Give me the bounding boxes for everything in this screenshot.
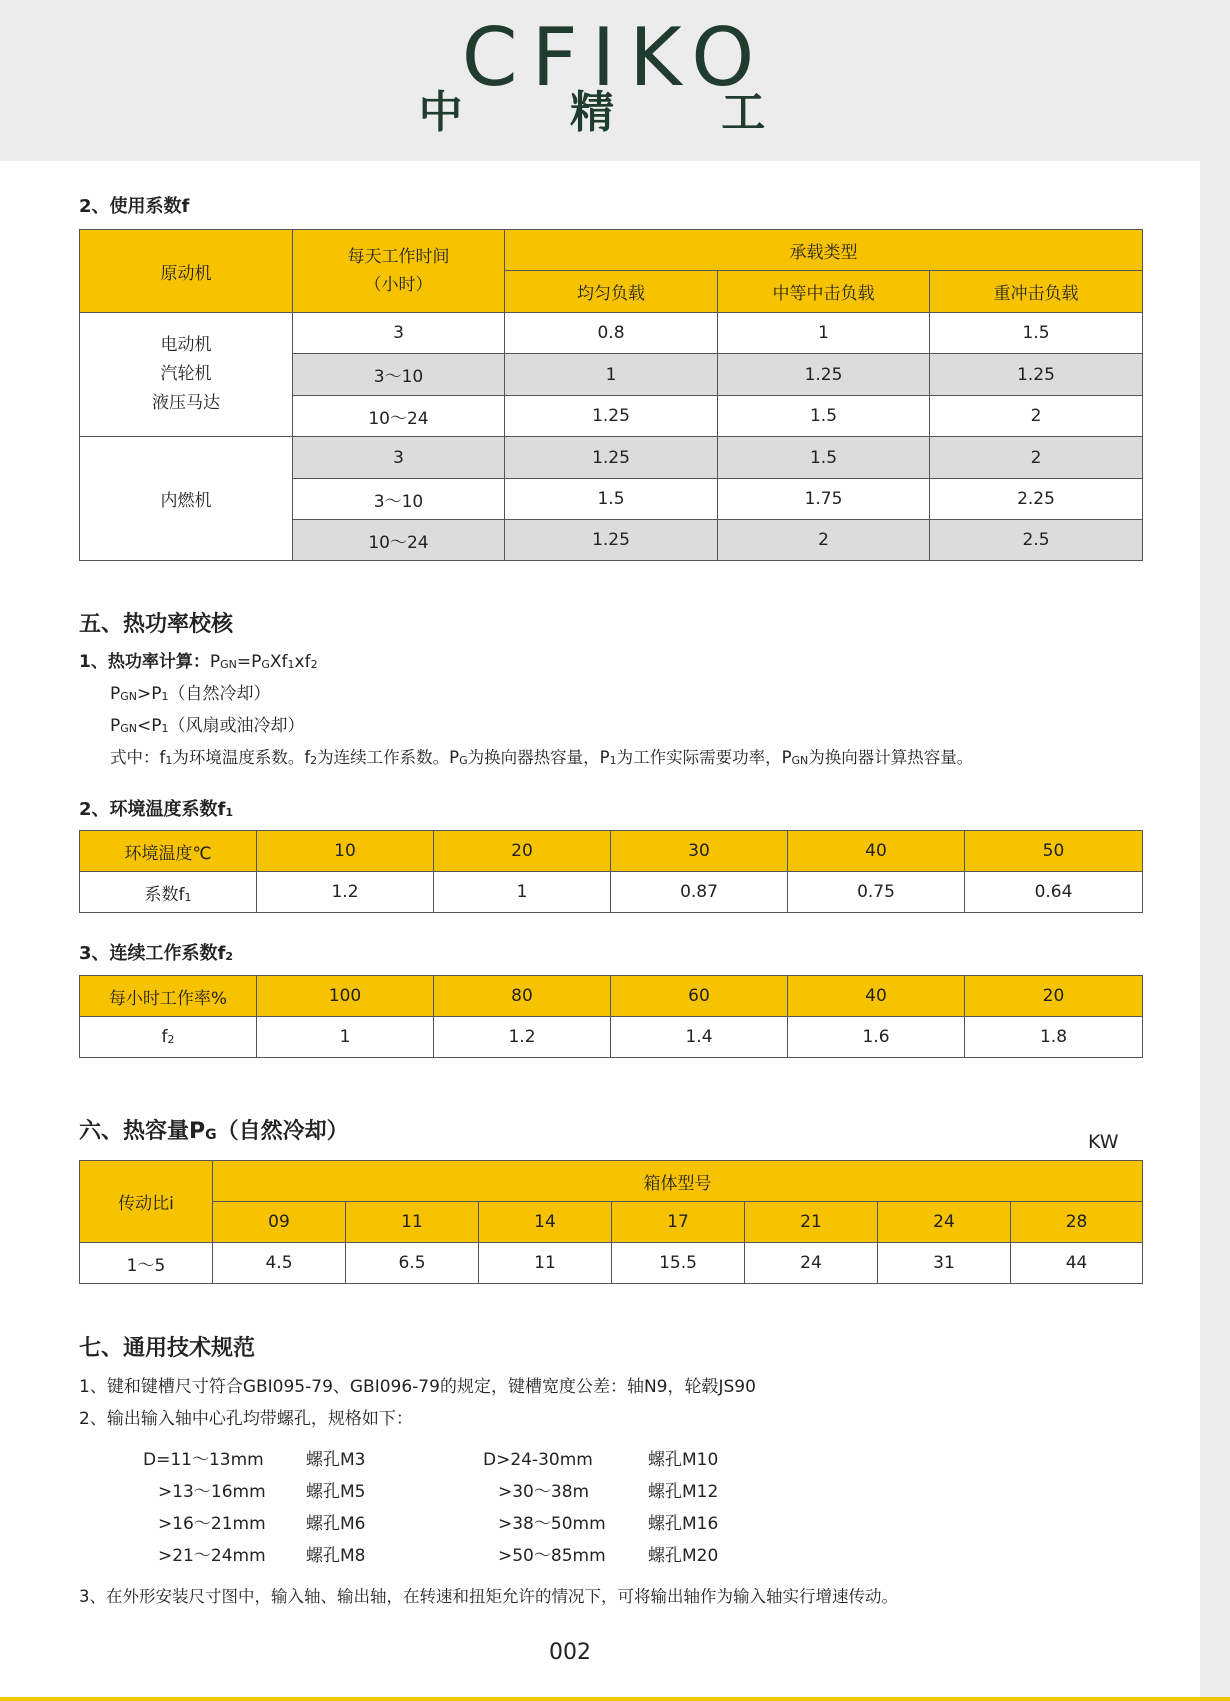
note-part: 为工作实际需要功率，P xyxy=(616,748,792,767)
table-cell: 14 xyxy=(479,1202,612,1243)
note-part: 为换向器计算热容量。 xyxy=(808,748,974,767)
table-cell: 1.5 xyxy=(718,396,930,437)
table-cell: 10～24 xyxy=(293,396,505,437)
spec-item-3: 3、在外形安装尺寸图中，输入轴、输出轴，在转速和扭矩允许的情况下，可将输出轴作为输入轴实行增速传动。 xyxy=(79,1587,898,1606)
table-cell: 15.5 xyxy=(612,1243,745,1284)
table-cell: 1.75 xyxy=(718,479,930,520)
table-cell: 2.25 xyxy=(930,479,1143,520)
table-cell: 100 xyxy=(257,976,434,1017)
duty-heading-sub: 2 xyxy=(225,950,234,963)
table-cell: 3～10 xyxy=(293,354,505,396)
note-sub: 1 xyxy=(609,754,617,767)
title-sub: G xyxy=(205,1127,217,1143)
hole-size-right: >50～85mm xyxy=(498,1546,606,1566)
model-label: 箱体型号 xyxy=(213,1161,1143,1202)
hole-size-left: >13～16mm xyxy=(158,1482,266,1502)
mover-electric xyxy=(80,313,293,437)
table-cell: 6.5 xyxy=(346,1243,479,1284)
duty-heading xyxy=(79,939,233,965)
table-cell: 1.25 xyxy=(505,437,718,479)
table-cell: 1.8 xyxy=(965,1017,1143,1058)
table-cell: 20 xyxy=(434,831,611,872)
duty-table xyxy=(79,975,1143,1058)
table-cell: 21 xyxy=(745,1202,878,1243)
table-cell: 0.8 xyxy=(505,313,718,354)
table-cell: 1.6 xyxy=(788,1017,965,1058)
duty-row1-label: 每小时工作率% xyxy=(80,976,257,1017)
table-cell: 09 xyxy=(213,1202,346,1243)
table-cell: 1.2 xyxy=(257,872,434,913)
table-cell: 10～24 xyxy=(293,520,505,561)
header-heavy: 重冲击负载 xyxy=(930,271,1143,313)
formula-part: （风扇或油冷却） xyxy=(168,716,305,736)
formula-sub: 1 xyxy=(287,658,295,671)
ambient-heading-text: 2、环境温度系数f xyxy=(79,799,226,820)
formula-sub: G xyxy=(261,658,270,671)
hole-size-left: D=11～13mm xyxy=(143,1450,264,1470)
table-cell: 50 xyxy=(965,831,1143,872)
note-part: 为环境温度系数。f xyxy=(172,748,311,767)
table-cell: 2 xyxy=(930,396,1143,437)
ambient-heading-sub: 1 xyxy=(225,806,234,819)
ratio-label: 传动比i xyxy=(80,1161,213,1243)
label-text: f xyxy=(161,1027,168,1047)
formula-sub: GN xyxy=(220,658,237,671)
header-uniform: 均匀负载 xyxy=(505,271,718,313)
duty-heading-text: 3、连续工作系数f xyxy=(79,943,226,964)
formula-sub: GN xyxy=(120,722,138,735)
table-cell: 1.2 xyxy=(434,1017,611,1058)
table-cell: 3 xyxy=(293,437,505,479)
formula-sub: 1 xyxy=(161,690,169,703)
label-sub: 2 xyxy=(167,1033,175,1046)
mover-combustion: 内燃机 xyxy=(80,437,293,561)
table-cell: 1 xyxy=(718,313,930,354)
header-hours-line1: 每天工作时间 xyxy=(347,247,450,267)
ambient-row1-label: 环境温度℃ xyxy=(80,831,257,872)
brand-logo: CFIKO xyxy=(461,11,769,104)
table-cell: 28 xyxy=(1011,1202,1143,1243)
hole-thread-right: 螺孔M10 xyxy=(648,1450,719,1470)
formula-part: P xyxy=(110,716,121,736)
note-sub: 2 xyxy=(310,754,318,767)
page-number: 002 xyxy=(549,1640,591,1665)
formula-part: >P xyxy=(137,684,162,704)
table-cell: 20 xyxy=(965,976,1143,1017)
spec-section-title: 七、通用技术规范 xyxy=(79,1336,256,1361)
formula-part: Xf xyxy=(269,652,288,672)
ambient-heading xyxy=(79,795,233,821)
mover-line: 汽轮机 xyxy=(160,364,212,384)
table-cell: 3～10 xyxy=(293,479,505,520)
title-text: 六、热容量P xyxy=(79,1119,206,1144)
table-cell: 1.25 xyxy=(505,520,718,561)
hole-thread-left: 螺孔M8 xyxy=(306,1546,366,1566)
table-cell: 17 xyxy=(612,1202,745,1243)
service-factor-table xyxy=(79,229,1143,561)
formula-part: =P xyxy=(236,652,262,672)
formula-part: （自然冷却） xyxy=(168,684,271,704)
table-cell: 44 xyxy=(1011,1243,1143,1284)
table-cell: 1.4 xyxy=(611,1017,788,1058)
table-cell: 24 xyxy=(878,1202,1011,1243)
label-sub: 1 xyxy=(184,890,192,904)
table-cell: 1～5 xyxy=(80,1243,213,1284)
note-part: 式中：f xyxy=(110,748,166,767)
hole-thread-left: 螺孔M5 xyxy=(306,1482,366,1502)
table-cell: 10 xyxy=(257,831,434,872)
formula-sub: GN xyxy=(120,690,138,703)
hole-size-right: >30～38m xyxy=(498,1482,590,1502)
table-cell: 1.5 xyxy=(505,479,718,520)
brand-logo-cn: 中 精 工 xyxy=(418,87,812,138)
table-cell: 31 xyxy=(878,1243,1011,1284)
page-header xyxy=(0,0,1230,161)
spec-item-2: 2、输出输入轴中心孔均带螺孔，规格如下： xyxy=(79,1409,413,1429)
hole-size-right: D>24-30mm xyxy=(483,1450,593,1470)
table-cell: 1.5 xyxy=(930,313,1143,354)
table-cell: 1 xyxy=(257,1017,434,1058)
table-cell: 1 xyxy=(434,872,611,913)
table-cell: 4.5 xyxy=(213,1243,346,1284)
thermal-condition-fan xyxy=(110,714,305,740)
table-cell: 1.25 xyxy=(505,396,718,437)
hole-size-left: >16～21mm xyxy=(158,1514,266,1534)
formula-part: P xyxy=(110,684,121,704)
hole-thread-right: 螺孔M20 xyxy=(648,1546,719,1566)
bottom-accent-line xyxy=(0,1697,1230,1701)
header-medium: 中等中击负载 xyxy=(718,271,930,313)
table-cell: 1.25 xyxy=(718,354,930,396)
formula-part: <P xyxy=(137,716,162,736)
unit-label: KW xyxy=(1088,1131,1119,1153)
label-text: 系数f xyxy=(144,884,185,905)
hole-thread-left: 螺孔M3 xyxy=(306,1450,366,1470)
thermal-calc-label: 1、热功率计算： xyxy=(79,652,210,672)
table-cell: 2 xyxy=(930,437,1143,479)
table-cell: 3 xyxy=(293,313,505,354)
note-part: 为连续工作系数。P xyxy=(317,748,460,767)
table-cell: 80 xyxy=(434,976,611,1017)
header-load-type: 承载类型 xyxy=(505,230,1143,271)
table-cell: 2 xyxy=(718,520,930,561)
header-hours xyxy=(293,230,505,313)
formula-part: P xyxy=(209,652,221,672)
title-text: （自然冷却） xyxy=(216,1119,349,1144)
table-cell: 0.75 xyxy=(788,872,965,913)
capacity-table xyxy=(79,1160,1143,1284)
ambient-table xyxy=(79,830,1143,913)
hole-thread-right: 螺孔M16 xyxy=(648,1514,719,1534)
capacity-section-title xyxy=(79,1114,349,1145)
header-hours-line2: （小时） xyxy=(364,275,433,295)
ambient-row2-label xyxy=(80,872,257,913)
mover-line: 电动机 xyxy=(160,335,212,355)
formula-sub: 2 xyxy=(310,658,318,671)
table-cell: 1.25 xyxy=(930,354,1143,396)
thermal-condition-natural xyxy=(110,682,271,708)
note-sub: GN xyxy=(791,754,809,767)
thermal-note xyxy=(110,746,973,772)
table-cell: 40 xyxy=(788,831,965,872)
mover-line: 液压马达 xyxy=(152,393,220,413)
thermal-calc-line xyxy=(79,650,318,676)
hole-size-right: >38～50mm xyxy=(498,1514,606,1534)
table-cell: 24 xyxy=(745,1243,878,1284)
table-cell: 0.64 xyxy=(965,872,1143,913)
hole-thread-right: 螺孔M12 xyxy=(648,1482,719,1502)
table-cell: 0.87 xyxy=(611,872,788,913)
hole-thread-left: 螺孔M6 xyxy=(306,1514,366,1534)
table-cell: 1 xyxy=(505,354,718,396)
formula-part: xf xyxy=(294,652,311,672)
right-margin-bar xyxy=(1200,161,1230,1701)
table-cell: 2.5 xyxy=(930,520,1143,561)
table-cell: 60 xyxy=(611,976,788,1017)
table-cell: 11 xyxy=(479,1243,612,1284)
table-cell: 40 xyxy=(788,976,965,1017)
note-sub: G xyxy=(459,754,468,767)
header-prime-mover: 原动机 xyxy=(80,230,293,313)
table-cell: 1.5 xyxy=(718,437,930,479)
note-part: 为换向器热容量，P xyxy=(467,748,610,767)
thermal-section-title: 五、热功率校核 xyxy=(79,612,234,637)
table-cell: 30 xyxy=(611,831,788,872)
note-sub: 1 xyxy=(165,754,173,767)
hole-size-left: >21～24mm xyxy=(158,1546,266,1566)
table-cell: 11 xyxy=(346,1202,479,1243)
spec-item-1: 1、键和键槽尺寸符合GBI095-79、GBI096-79的规定，键槽宽度公差：轴N9，轮毂JS90 xyxy=(79,1377,756,1397)
duty-row2-label xyxy=(80,1017,257,1058)
service-factor-heading: 2、使用系数f xyxy=(79,196,190,217)
formula-sub: 1 xyxy=(161,722,169,735)
